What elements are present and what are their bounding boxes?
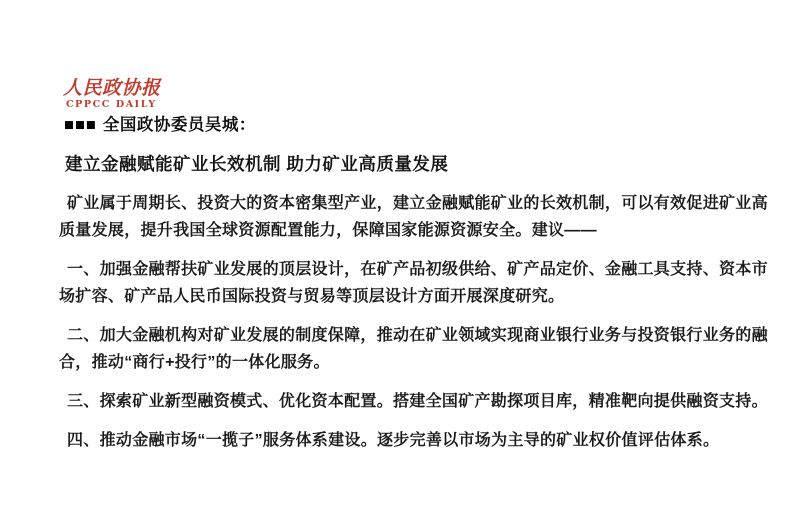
article-title: 建立金融赋能矿业长效机制 助力矿业高质量发展 [65,154,449,174]
byline-text: 全国政协委员吴城： [102,116,256,134]
paragraph-point-2: 二、加大金融机构对矿业发展的制度保障，推动在矿业领域实现商业银行业务与投资银行业务的融合，推动“商行+投行”的一体化服务。 [59,327,768,371]
newspaper-logo: 人民政协报 [63,77,161,99]
paragraph-intro: 矿业属于周期长、投资大的资本密集型产业，建立金融赋能矿业的长效机制，可以有效促进矿业高质量发展，提升我国全球资源配置能力，保障国家能源资源安全。建议—— [59,195,768,239]
paragraph-point-3: 三、探索矿业新型融资模式、优化资本配置。搭建全国矿产勘探项目库，精准靶向提供融资支持。 [67,393,768,410]
paragraph-point-4: 四、推动金融市场“一揽子”服务体系建设。逐步完善以市场为主导的矿业权价值评估体系。 [67,432,720,449]
paragraph-point-1: 一、加强金融帮扶矿业发展的顶层设计，在矿产品初级供给、矿产品定价、金融工具支持、资本市场扩容、矿产品人民币国际投资与贸易等顶层设计方面开展深度研究。 [59,261,768,305]
masthead [63,78,777,110]
article-body [59,190,777,454]
newspaper-logo-subtext: CPPCC DAILY [66,99,157,110]
byline-squares-icon: ■■■ [64,116,97,134]
byline [64,116,777,134]
